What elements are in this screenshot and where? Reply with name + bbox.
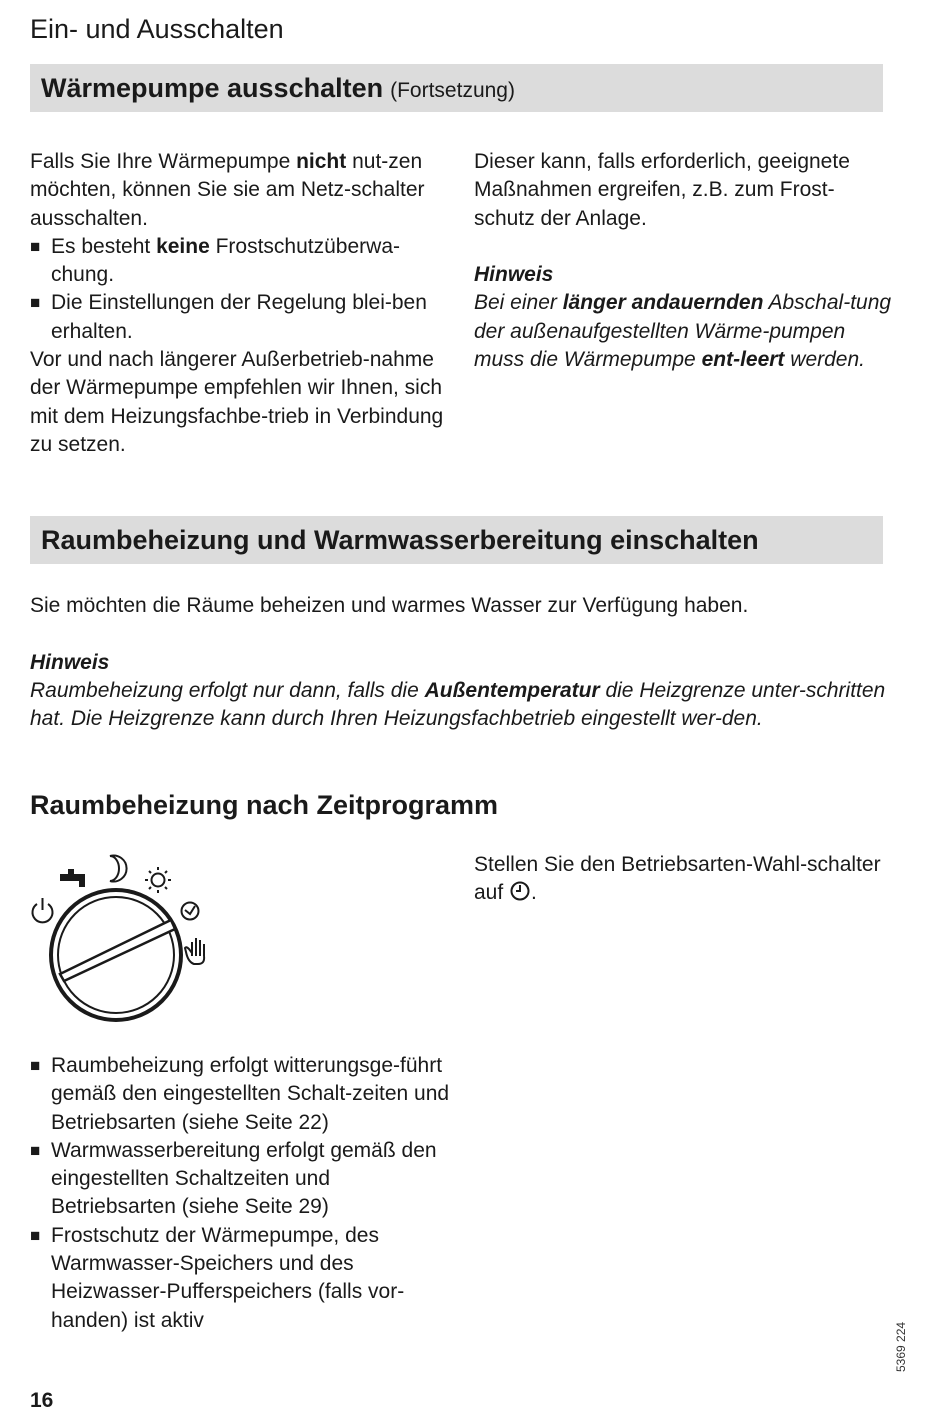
clock-icon [182, 903, 199, 920]
hint-text: Bei einer länger andauernden Abschal-tung der außenaufgestellten Wärme-pumpen muss die Wärmepumpe ent-leert werden. [474, 291, 892, 372]
list-item: ■ Warmwasserbereitung erfolgt gemäß den eingestellten Schaltzeiten und Betriebsarten (siehe Seite 29) [30, 1138, 437, 1219]
hint-text: Raumbeheizung erfolgt nur dann, falls die Außentemperatur die Heizgrenze unter-schritten hat. Die Heizgrenze kann durch Ihren Heizungsfachbetrieb eingestellt wer-den. [30, 678, 886, 731]
page-header: Ein- und Ausschalten [30, 14, 284, 44]
bullet-mark: ■ [30, 1225, 41, 1245]
section-subtitle: (Fortsetzung) [390, 78, 515, 102]
instruction [474, 851, 894, 908]
paragraph: Falls Sie Ihre Wärmepumpe nicht nut-zen möchten, können Sie sie am Netz-schalter ausschalten. [30, 150, 425, 230]
list-item: ■ Die Einstellungen der Regelung blei-ben erhalten. [30, 291, 427, 343]
list-item: ■ Frostschutz der Wärmepumpe, des Warmwasser-Speichers und des Heizwasser-Pufferspeichers (falls vor-handen) ist aktiv [30, 1223, 405, 1332]
bullet-mark: ■ [30, 236, 41, 256]
bullet-mark: ■ [30, 1056, 41, 1075]
hand-icon [185, 938, 204, 964]
bullet-mark: ■ [30, 1140, 41, 1160]
document-code: 5369 224 [894, 1321, 908, 1372]
moon-icon [110, 856, 127, 882]
list-item: ■ Es besteht keine Frostschutzüberwa-chung. [30, 234, 400, 287]
intro-paragraph: Sie möchten die Räume beheizen und warmes Wasser zur Verfügung haben. [30, 594, 749, 617]
section-title [41, 73, 515, 104]
section-heading-raumbeheizung-einschalten [30, 516, 883, 564]
hint-title: Hinweis [30, 650, 110, 674]
tap-icon [60, 869, 85, 887]
section3-bullet-list [30, 1052, 450, 1335]
power-icon [33, 898, 53, 922]
section1-left-column [30, 148, 450, 459]
clock-icon [509, 880, 531, 902]
instruction-text: Stellen Sie den Betriebsarten-Wahl-schalter auf . [474, 853, 881, 905]
subsection-title: Raumbeheizung nach Zeitprogramm [30, 790, 499, 820]
section1-right-column [474, 148, 894, 374]
hint-title: Hinweis [474, 263, 554, 287]
operating-mode-dial [28, 852, 228, 1022]
section2-body [30, 592, 890, 733]
paragraph: Vor und nach längerer Außerbetrieb-nahme der Wärmepumpe empfehlen wir Ihnen, sich mit dem Heizungsfachbe-trieb in Verbindung zu setzen. [30, 348, 444, 456]
page-number: 16 [30, 1389, 54, 1412]
section-heading-waermepumpe-ausschalten [30, 64, 883, 112]
list-item: ■ Raumbeheizung erfolgt witterungsge-führt gemäß den eingestellten Schalt-zeiten und Betriebsarten (siehe Seite 22) [30, 1054, 450, 1134]
section-title-text: Wärmepumpe ausschalten [41, 72, 384, 103]
sun-icon [145, 867, 171, 893]
dial-knob [51, 890, 181, 1020]
bullet-mark: ■ [30, 293, 41, 313]
section-title: Raumbeheizung und Warmwasserbereitung einschalten [41, 524, 759, 555]
paragraph: Dieser kann, falls erforderlich, geeignete Maßnahmen ergreifen, z.B. zum Frost-schutz der Anlage. [474, 150, 850, 230]
